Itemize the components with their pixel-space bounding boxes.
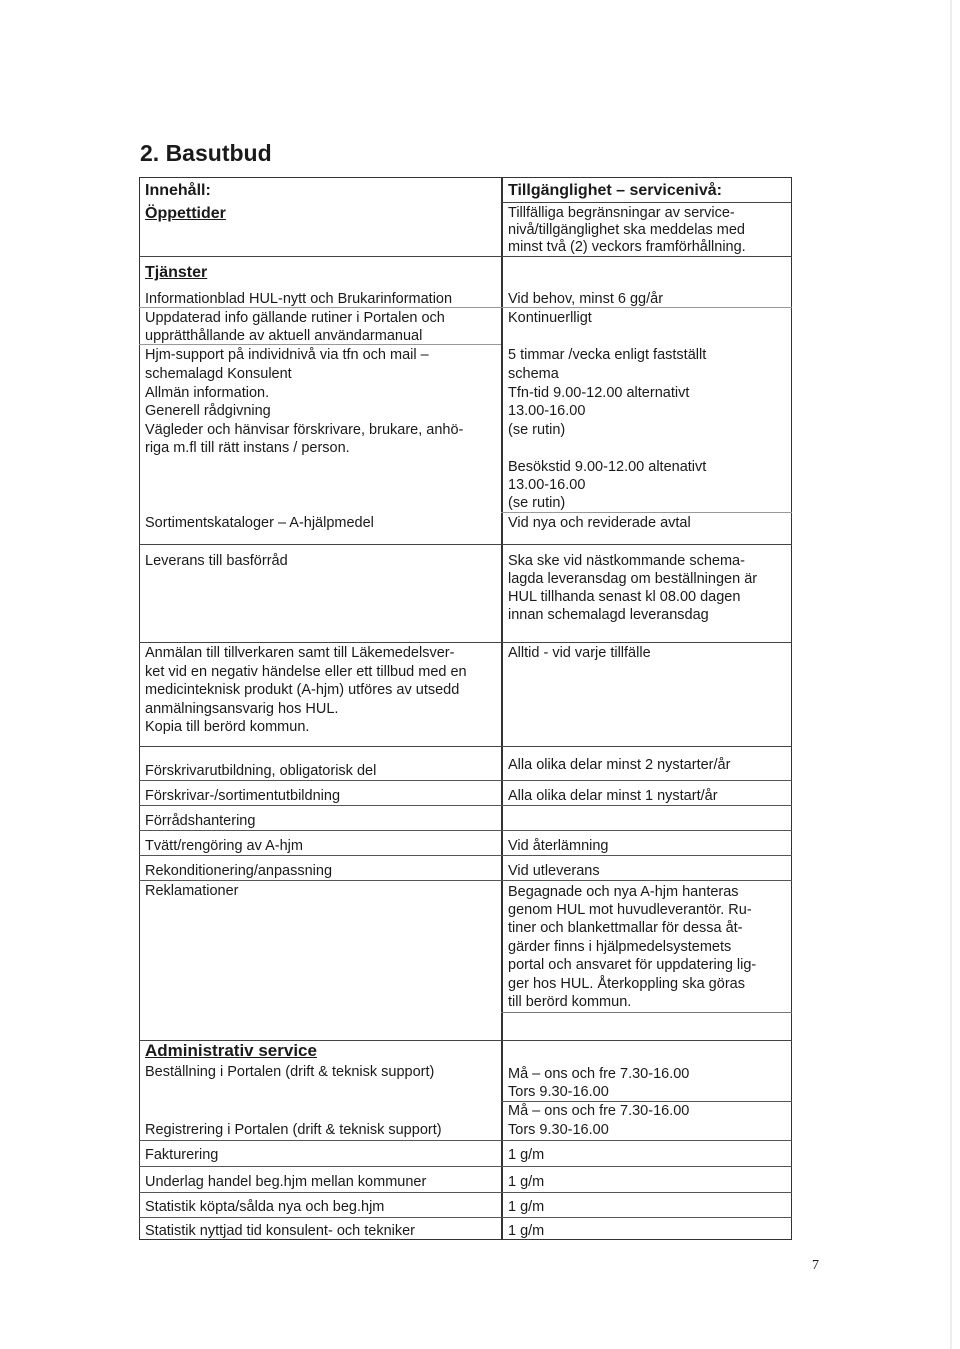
anmalan-line: Kopia till berörd kommun. <box>145 719 310 735</box>
service-row-label: Förskrivarutbildning, obligatorisk del <box>145 763 377 779</box>
line-separator <box>139 307 501 308</box>
service-row-label: Förskrivar-/sortimentutbildning <box>145 788 341 804</box>
admin-row-value: Tors 9.30-16.00 <box>508 1084 609 1100</box>
service-frequency: (se rutin) <box>508 495 566 511</box>
leverans-label: Leverans till basförråd <box>145 553 288 569</box>
leverans-rule: lagda leveransdag om beställningen är <box>508 571 758 587</box>
service-line: Uppdaterad info gällande rutiner i Portalen och <box>145 310 445 326</box>
line-separator <box>501 512 792 513</box>
row-divider <box>139 805 792 806</box>
admin-row-value: Må – ons och fre 7.30-16.00 <box>508 1103 690 1119</box>
line-separator <box>501 1012 792 1013</box>
reklamationer-line: ger hos HUL. Återkoppling ska göras <box>508 976 745 992</box>
sortiment-label: Sortimentskataloger – A-hjälpmedel <box>145 515 374 531</box>
service-line: Informationblad HUL-nytt och Brukarinformation <box>145 291 453 307</box>
leverans-rule: Ska ske vid nästkommande schema- <box>508 553 745 569</box>
admin-heading: Administrativ service <box>145 1041 317 1060</box>
anmalan-line: anmälningsansvarig hos HUL. <box>145 701 339 717</box>
leverans-rule: innan schemalagd leveransdag <box>508 607 709 623</box>
anmalan-line: Anmälan till tillverkaren samt till Läkemedelsver- <box>145 645 455 661</box>
row-divider <box>139 642 792 643</box>
anmalan-line: medicinteknisk produkt (A-hjm) utföres av utsedd <box>145 682 460 698</box>
service-row-label: Förrådshantering <box>145 813 256 829</box>
service-row-value: Alla olika delar minst 1 nystart/år <box>508 788 718 804</box>
section-heading: 2. Basutbud <box>140 140 272 166</box>
service-line: riga m.fl till rätt instans / person. <box>145 440 350 456</box>
row-divider <box>139 1192 792 1193</box>
leverans-rule: HUL tillhanda senast kl 08.00 dagen <box>508 589 741 605</box>
reklamationer-line: genom HUL mot huvudleverantör. Ru- <box>508 902 752 918</box>
row-divider <box>139 855 792 856</box>
admin-row-label: Beställning i Portalen (drift & teknisk support) <box>145 1064 435 1080</box>
service-line: Generell rådgivning <box>145 403 271 419</box>
service-row-value: Alla olika delar minst 2 nystarter/år <box>508 757 731 773</box>
admin-row-label: Statistik köpta/sålda nya och beg.hjm <box>145 1199 385 1215</box>
row-divider <box>139 1166 792 1167</box>
page-edge <box>950 0 952 1349</box>
services-heading: Tjänster <box>145 264 208 281</box>
anmalan-line: ket vid en negativ händelse eller ett tillbud med en <box>145 664 467 680</box>
opening-hours-heading: Öppettider <box>145 205 226 222</box>
service-row-value: Vid utleverans <box>508 863 600 879</box>
reklamationer-line: gärder finns i hjälpmedelsystemets <box>508 939 732 955</box>
row-divider <box>139 1217 792 1218</box>
admin-row-label: Statistik nyttjad tid konsulent- och tekniker <box>145 1223 415 1239</box>
service-line: schemalagd Konsulent <box>145 366 292 382</box>
service-row-label: Rekonditionering/anpassning <box>145 863 333 879</box>
contents-heading: Innehåll: <box>145 182 211 199</box>
line-separator <box>139 344 501 345</box>
service-frequency: 13.00-16.00 <box>508 403 586 419</box>
availability-note-line: nivå/tillgänglighet ska meddelas med <box>508 222 745 238</box>
availability-note-line: Tillfälliga begränsningar av service- <box>508 205 735 221</box>
admin-row-value: Tors 9.30-16.00 <box>508 1122 609 1138</box>
line-separator <box>501 307 792 308</box>
service-line: Vägleder och hänvisar förskrivare, brukare, anhö- <box>145 422 464 438</box>
right-header-rule <box>501 202 792 203</box>
reklamationer-line: portal och ansvaret för uppdatering lig- <box>508 957 757 973</box>
reklamationer-line: Begagnade och nya A-hjm hanteras <box>508 884 739 900</box>
service-frequency: Besökstid 9.00-12.00 altenativt <box>508 459 707 475</box>
service-line: Allmän information. <box>145 385 270 401</box>
row-divider <box>139 780 792 781</box>
reklamationer-line: till berörd kommun. <box>508 994 632 1010</box>
row-divider <box>139 746 792 747</box>
admin-row-label: Underlag handel beg.hjm mellan kommuner <box>145 1174 427 1190</box>
column-divider <box>501 177 503 1240</box>
service-line: upprätthållande av aktuell användarmanual <box>145 328 423 344</box>
service-frequency: 13.00-16.00 <box>508 477 586 493</box>
service-line: Hjm-support på individnivå via tfn och mail – <box>145 347 429 363</box>
service-frequency: (se rutin) <box>508 422 566 438</box>
admin-row-value: 1 g/m <box>508 1174 545 1190</box>
service-frequency: schema <box>508 366 559 382</box>
row-divider <box>139 1140 792 1141</box>
admin-row-value: Må – ons och fre 7.30-16.00 <box>508 1066 690 1082</box>
admin-row-label: Registrering i Portalen (drift & teknisk support) <box>145 1122 442 1138</box>
admin-row-label: Fakturering <box>145 1147 219 1163</box>
page-number: 7 <box>812 1258 819 1273</box>
admin-row-value: 1 g/m <box>508 1147 545 1163</box>
service-frequency: Tfn-tid 9.00-12.00 alternativt <box>508 385 690 401</box>
service-frequency: Vid behov, minst 6 gg/år <box>508 291 664 307</box>
service-row-label: Tvätt/rengöring av A-hjm <box>145 838 303 854</box>
reklamationer-label: Reklamationer <box>145 883 239 899</box>
sortiment-frequency: Vid nya och reviderade avtal <box>508 515 691 531</box>
availability-heading: Tillgänglighet – servicenivå: <box>508 182 722 199</box>
service-frequency: 5 timmar /vecka enligt fastställt <box>508 347 707 363</box>
row-divider <box>139 544 792 545</box>
row-divider <box>139 830 792 831</box>
row-divider <box>139 880 792 881</box>
service-row-value: Vid återlämning <box>508 838 609 854</box>
reklamationer-line: tiner och blankettmallar för dessa åt- <box>508 920 743 936</box>
admin-row-value: 1 g/m <box>508 1199 545 1215</box>
anmalan-frequency: Alltid - vid varje tillfälle <box>508 645 651 661</box>
service-frequency: Kontinuerlligt <box>508 310 592 326</box>
admin-row-value: 1 g/m <box>508 1223 545 1239</box>
availability-note-line: minst två (2) veckors framförhållning. <box>508 239 746 255</box>
